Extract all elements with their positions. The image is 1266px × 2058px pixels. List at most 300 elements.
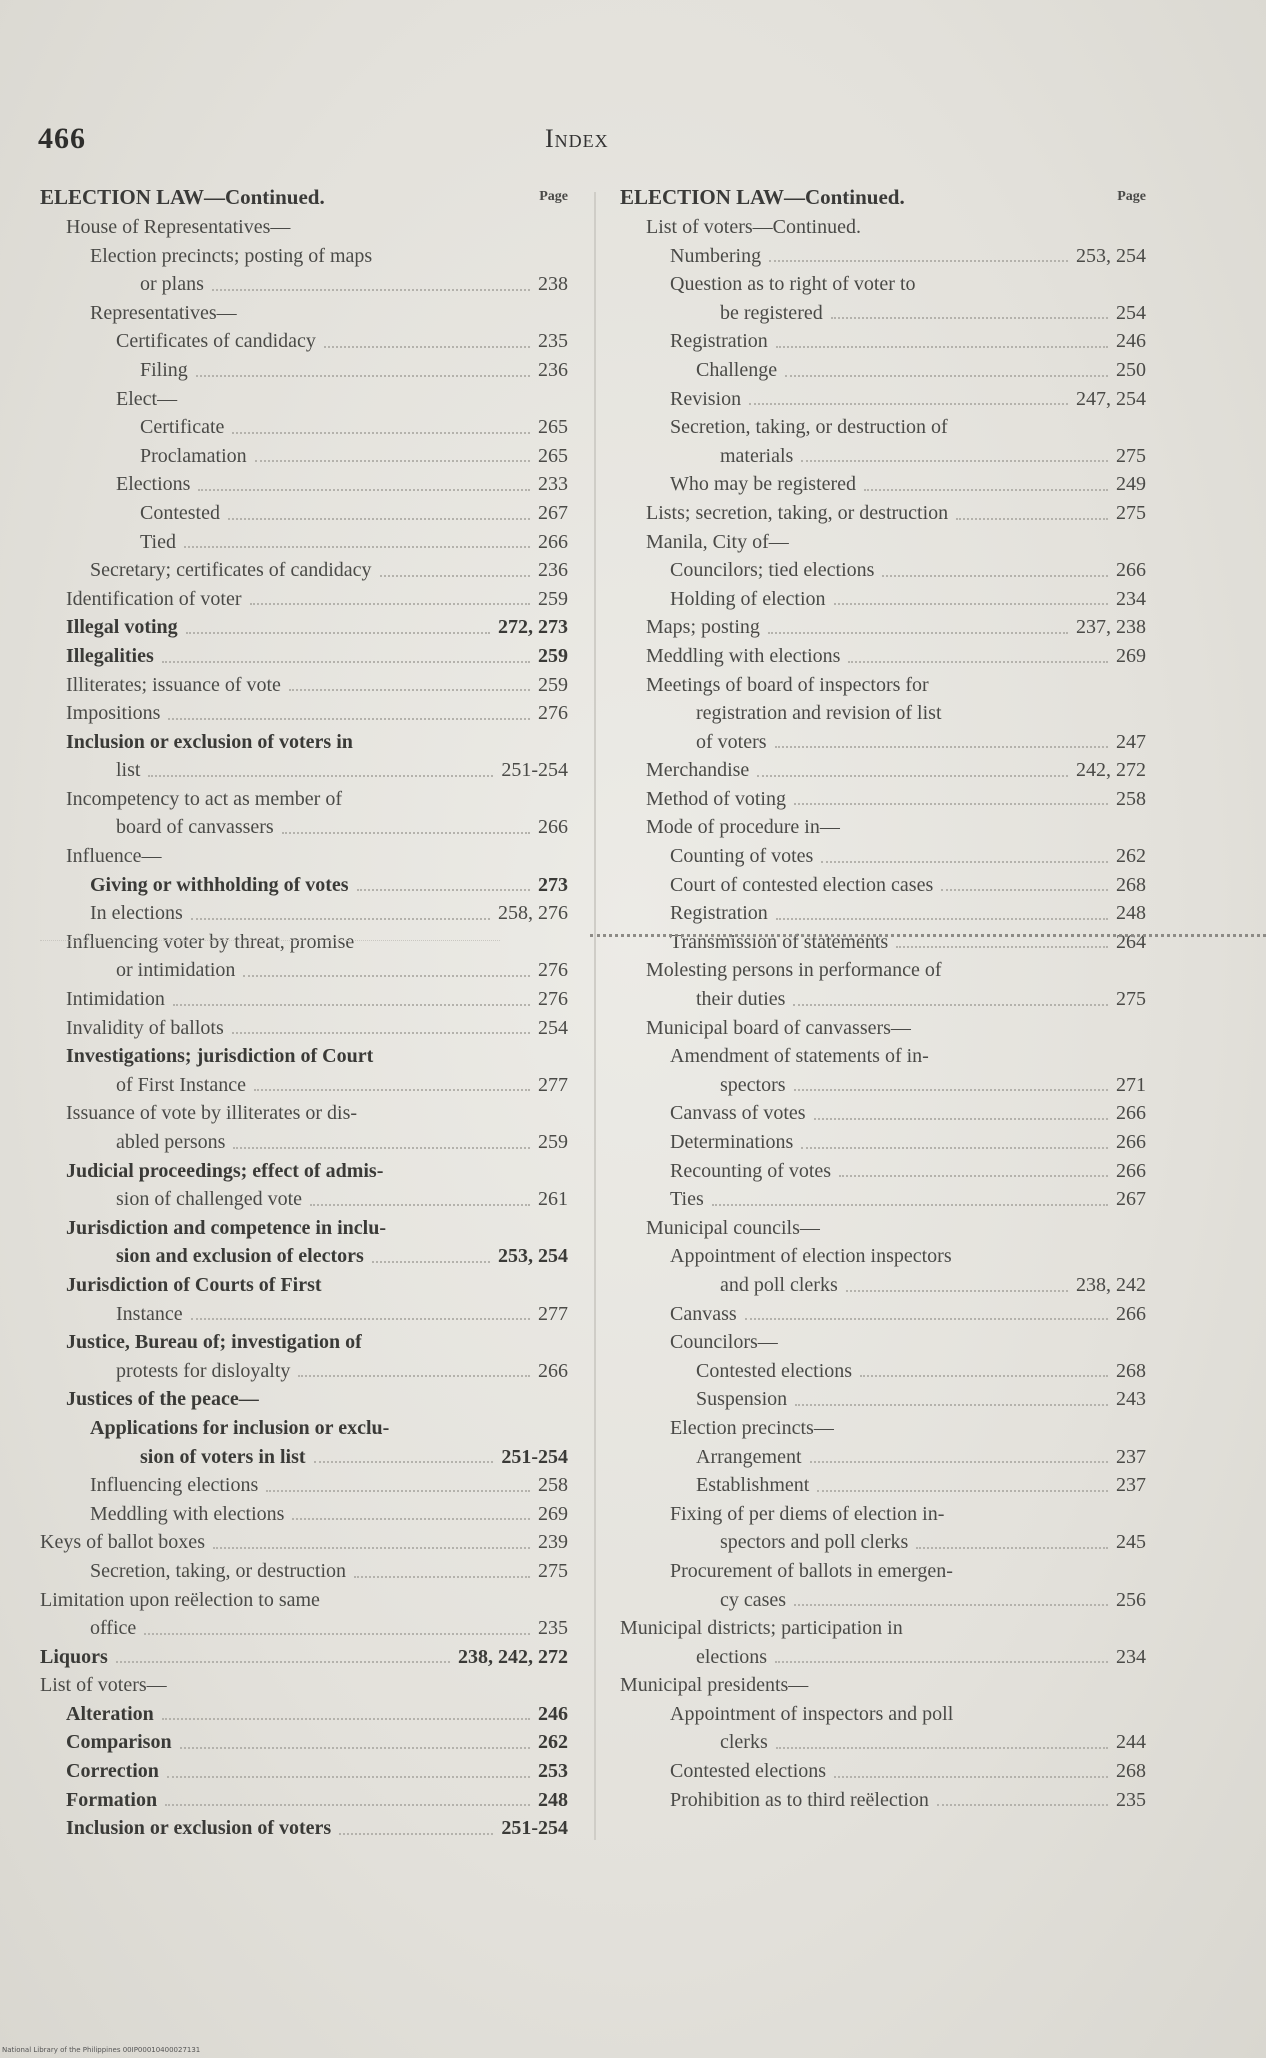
leader-dots: [745, 1318, 1108, 1320]
index-entry: [40, 671, 568, 700]
footer-credit: National Library of the Philippines 00IP00010400027131: [2, 2046, 201, 2054]
leader-dots: [785, 375, 1108, 377]
index-entry-term: Elect—: [116, 387, 178, 410]
index-entry: [620, 871, 1146, 900]
right-column-heading-row: [620, 185, 1146, 213]
index-entry-page: 235: [538, 330, 568, 353]
index-entry: [40, 213, 568, 242]
leader-dots: [848, 661, 1108, 663]
index-entry-term: abled persons: [116, 1131, 226, 1153]
index-entry: [620, 1242, 1146, 1271]
leader-dots: [831, 317, 1108, 319]
left-column-heading-row: [40, 185, 568, 213]
index-entry-page: 266: [538, 530, 568, 553]
index-entry-term: Canvass of votes: [670, 1102, 806, 1125]
right-column: [620, 185, 1146, 1814]
index-entry-term: elections: [696, 1645, 768, 1668]
index-entry-page: 267: [1116, 1188, 1146, 1211]
index-entry: [620, 1328, 1146, 1357]
left-entry-list: [40, 213, 568, 1843]
index-entry-term: Appointment of inspectors and poll: [670, 1702, 954, 1725]
index-entry-term: Municipal board of canvassers—: [646, 1016, 911, 1039]
index-entry: [620, 1614, 1146, 1643]
index-entry-term: Proclamation: [140, 444, 247, 467]
index-entry-term: of voters: [696, 730, 767, 753]
index-entry: [40, 1071, 568, 1100]
index-entry: [40, 899, 568, 928]
index-entry-term: materials: [720, 444, 794, 467]
index-entry: [40, 1357, 568, 1386]
index-entry: [40, 1643, 568, 1672]
index-entry-term: Filing: [140, 358, 188, 381]
index-entry-page: 271: [1116, 1073, 1146, 1096]
leader-dots: [941, 889, 1108, 891]
index-entry-term: Instance: [116, 1302, 183, 1325]
index-entry-page: 275: [538, 1559, 568, 1582]
index-entry: [40, 1214, 568, 1243]
index-entry-page: 237: [1116, 1474, 1146, 1497]
index-entry-term: In elections: [90, 902, 183, 925]
index-entry-page: 235: [1116, 1788, 1146, 1811]
index-entry-term: Jurisdiction of Courts of First: [66, 1273, 322, 1296]
index-entry-term: Alteration: [66, 1702, 154, 1725]
index-entry: [40, 1786, 568, 1815]
index-entry-page: 276: [538, 959, 568, 982]
perforation-line: [590, 934, 1266, 937]
leader-dots: [794, 803, 1108, 805]
index-entry-page: 275: [1116, 501, 1146, 524]
index-entry: [620, 385, 1146, 414]
leader-dots: [775, 746, 1108, 748]
index-entry-page: 236: [538, 559, 568, 582]
index-entry-page: 250: [1116, 358, 1146, 381]
leader-dots: [254, 1089, 530, 1091]
index-entry-page: 269: [1116, 644, 1146, 667]
index-entry-page: 275: [1116, 444, 1146, 467]
index-entry: [40, 1099, 568, 1128]
index-entry-term: Applications for inclusion or exclu-: [90, 1416, 390, 1439]
index-entry-page: 276: [538, 988, 568, 1011]
leader-dots: [266, 1490, 530, 1492]
leader-dots: [776, 918, 1108, 920]
leader-dots: [233, 1147, 530, 1149]
index-entry-term: Justices of the peace—: [66, 1388, 259, 1411]
index-entry: [620, 1557, 1146, 1586]
index-entry: [620, 585, 1146, 614]
index-entry: [40, 1128, 568, 1157]
index-entry-page: 245: [1116, 1531, 1146, 1554]
index-entry: [620, 1157, 1146, 1186]
leader-dots: [896, 946, 1108, 948]
index-entry: [40, 442, 568, 471]
leader-dots: [749, 403, 1068, 405]
index-entry: [40, 1671, 568, 1700]
right-entry-list: [620, 213, 1146, 1814]
index-entry: [40, 1557, 568, 1586]
index-entry-term: Councilors—: [670, 1331, 778, 1354]
index-entry: [620, 899, 1146, 928]
leader-dots: [357, 889, 530, 891]
leader-dots: [776, 1747, 1108, 1749]
index-entry-term: Influence—: [66, 845, 162, 868]
index-entry-term: Appointment of election inspectors: [670, 1245, 952, 1268]
index-entry: [40, 813, 568, 842]
index-entry-page: 259: [538, 1131, 568, 1153]
index-entry-term: of First Instance: [116, 1073, 246, 1096]
index-entry: [620, 442, 1146, 471]
index-entry-term: Suspension: [696, 1388, 788, 1411]
leader-dots: [191, 1318, 530, 1320]
index-entry-page: 268: [1116, 1359, 1146, 1382]
index-entry-term: cy cases: [720, 1588, 787, 1611]
index-entry: [620, 756, 1146, 785]
index-entry-page: 259: [538, 587, 568, 610]
leader-dots: [162, 1718, 530, 1720]
index-entry-term: clerks: [720, 1731, 768, 1754]
index-entry: [620, 413, 1146, 442]
index-entry: [620, 327, 1146, 356]
index-entry-page: 247, 254: [1076, 387, 1146, 410]
index-entry-term: Municipal councils—: [646, 1216, 820, 1239]
index-entry: [620, 613, 1146, 642]
index-entry-term: Justice, Bureau of; investigation of: [66, 1331, 362, 1354]
index-entry: [620, 1385, 1146, 1414]
index-entry-term: Court of contested election cases: [670, 873, 934, 896]
index-entry-term: Contested elections: [696, 1359, 853, 1382]
leader-dots: [310, 1204, 530, 1206]
index-entry: [40, 871, 568, 900]
index-entry-page: 269: [538, 1502, 568, 1525]
leader-dots: [380, 575, 530, 577]
index-entry-page: 253, 254: [498, 1245, 568, 1268]
index-entry-term: Contested: [140, 501, 220, 524]
index-entry-page: 266: [1116, 1131, 1146, 1153]
index-entry: [620, 813, 1146, 842]
index-entry-term: Secretion, taking, or destruction: [90, 1559, 347, 1582]
index-entry-term: Correction: [66, 1760, 159, 1783]
leader-dots: [776, 346, 1108, 348]
index-entry-term: and poll clerks: [720, 1273, 838, 1296]
leader-dots: [232, 1032, 530, 1034]
index-entry-term: Lists; secretion, taking, or destruction: [646, 501, 949, 524]
index-entry: [40, 499, 568, 528]
index-entry-term: Investigations; jurisdiction of Court: [66, 1045, 374, 1068]
index-entry: [40, 356, 568, 385]
left-column: [40, 185, 568, 1843]
index-entry: [620, 1414, 1146, 1443]
leader-dots: [184, 546, 530, 548]
index-entry: [620, 842, 1146, 871]
index-entry: [40, 928, 568, 957]
index-entry-term: Intimidation: [66, 988, 165, 1011]
index-entry: [40, 327, 568, 356]
index-entry-term: Determinations: [670, 1131, 794, 1153]
index-entry-page: 238, 242: [1076, 1273, 1146, 1296]
index-entry: [620, 1586, 1146, 1615]
index-entry-term: Illegal voting: [66, 616, 178, 639]
leader-dots: [769, 260, 1068, 262]
page-number: 466: [38, 122, 86, 155]
index-entry-term: spectors: [720, 1073, 786, 1096]
index-entry-term: Meddling with elections: [646, 644, 841, 667]
index-entry-term: office: [90, 1617, 137, 1640]
index-entry-page: 249: [1116, 473, 1146, 496]
index-entry-page: 246: [1116, 330, 1146, 353]
index-entry-term: Limitation upon reëlection to same: [40, 1588, 320, 1611]
index-entry: [620, 213, 1146, 242]
index-entry-term: Certificates of candidacy: [116, 330, 316, 353]
index-entry-term: Incompetency to act as member of: [66, 787, 342, 810]
index-entry-term: Identification of voter: [66, 587, 242, 610]
index-entry-term: sion of voters in list: [140, 1445, 306, 1468]
index-entry: [40, 1528, 568, 1557]
index-entry: [40, 385, 568, 414]
index-entry-page: 266: [1116, 1159, 1146, 1182]
leader-dots: [354, 1576, 530, 1578]
index-entry-term: Maps; posting: [646, 616, 760, 639]
index-entry-term: Meddling with elections: [90, 1502, 285, 1525]
index-entry-term: Amendment of statements of in-: [670, 1045, 929, 1068]
index-entry-page: 266: [1116, 1302, 1146, 1325]
index-entry: [620, 299, 1146, 328]
index-entry-term: sion of challenged vote: [116, 1188, 303, 1211]
index-entry: [620, 1443, 1146, 1472]
index-entry-term: Question as to right of voter to: [670, 273, 916, 296]
index-entry-page: 275: [1116, 988, 1146, 1011]
index-entry-term: Mode of procedure in—: [646, 816, 840, 839]
index-entry-page: 258: [538, 1474, 568, 1497]
index-entry: [40, 956, 568, 985]
index-entry-page: 244: [1116, 1731, 1146, 1754]
index-entry: [40, 1700, 568, 1729]
index-entry-term: Secretary; certificates of candidacy: [90, 559, 372, 582]
index-entry: [40, 1614, 568, 1643]
leader-dots: [768, 632, 1068, 634]
index-entry-term: Influencing voter by threat, promise: [66, 930, 355, 953]
index-entry-term: Fixing of per diems of election in-: [670, 1502, 945, 1525]
index-entry: [620, 1099, 1146, 1128]
index-entry: [40, 1471, 568, 1500]
index-entry: [40, 1185, 568, 1214]
leader-dots: [339, 1833, 493, 1835]
index-entry: [620, 699, 1146, 728]
leader-dots: [250, 603, 531, 605]
index-entry-term: Ties: [670, 1188, 704, 1211]
index-entry-page: 243: [1116, 1388, 1146, 1411]
index-entry-page: 277: [538, 1073, 568, 1096]
index-entry-term: List of voters—Continued.: [646, 216, 861, 238]
index-entry: [620, 1671, 1146, 1700]
leader-dots: [168, 718, 530, 720]
leader-dots: [712, 1204, 1108, 1206]
index-entry: [620, 1471, 1146, 1500]
leader-dots: [757, 775, 1068, 777]
index-entry-page: 266: [1116, 1102, 1146, 1125]
index-entry-page: 253, 254: [1076, 244, 1146, 267]
index-entry-term: Manila, City of—: [646, 530, 789, 553]
index-entry-page: 272, 273: [498, 616, 568, 639]
index-entry: [40, 242, 568, 271]
index-entry-term: Arrangement: [696, 1445, 802, 1468]
index-entry-term: Inclusion or exclusion of voters in: [66, 730, 353, 753]
index-entry: [40, 1500, 568, 1529]
index-entry: [620, 1271, 1146, 1300]
index-entry-page: 234: [1116, 587, 1146, 610]
index-entry: [620, 499, 1146, 528]
index-entry: [620, 1757, 1146, 1786]
index-entry-term: or intimidation: [116, 959, 236, 982]
index-entry: [620, 1528, 1146, 1557]
index-entry: [620, 1357, 1146, 1386]
index-entry: [40, 1271, 568, 1300]
index-entry-term: spectors and poll clerks: [720, 1531, 909, 1554]
index-entry-term: Registration: [670, 902, 768, 925]
leader-dots: [167, 1776, 530, 1778]
index-entry-term: Secretion, taking, or destruction of: [670, 416, 948, 439]
right-column-heading: ELECTION LAW—Continued.: [620, 185, 905, 209]
index-entry-page: 238: [538, 273, 568, 296]
index-entry-term: board of canvassers: [116, 816, 274, 839]
index-entry-page: 262: [538, 1731, 568, 1754]
leader-dots: [292, 1518, 530, 1520]
index-entry: [40, 985, 568, 1014]
leader-dots: [801, 460, 1108, 462]
index-entry-page: 237, 238: [1076, 616, 1146, 639]
leader-dots: [794, 1604, 1108, 1606]
leader-dots: [810, 1461, 1108, 1463]
index-entry-term: Registration: [670, 330, 768, 353]
index-entry-page: 239: [538, 1531, 568, 1554]
index-entry-term: registration and revision of list: [696, 702, 942, 725]
index-entry-page: 256: [1116, 1588, 1146, 1611]
leader-dots: [956, 518, 1108, 520]
index-entry: [40, 756, 568, 785]
index-entry: [620, 470, 1146, 499]
index-entry-page: 251-254: [501, 1445, 568, 1468]
leader-dots: [839, 1175, 1108, 1177]
leader-dots: [144, 1633, 530, 1635]
leader-dots: [198, 489, 530, 491]
index-entry-page: 267: [538, 501, 568, 524]
running-title: Index: [545, 124, 609, 153]
leader-dots: [165, 1804, 530, 1806]
index-entry-page: 251-254: [501, 759, 568, 782]
index-entry: [620, 1500, 1146, 1529]
index-entry: [40, 1385, 568, 1414]
leader-dots: [289, 689, 530, 691]
index-entry-term: Who may be registered: [670, 473, 857, 496]
index-entry-term: Contested elections: [670, 1760, 827, 1783]
left-column-page-label: Page: [539, 189, 568, 204]
index-entry: [620, 1042, 1146, 1071]
index-entry-page: 253: [538, 1760, 568, 1783]
index-entry: [620, 1643, 1146, 1672]
leader-dots: [793, 1004, 1108, 1006]
index-entry: [40, 528, 568, 557]
index-entry-page: 265: [538, 444, 568, 467]
index-entry: [40, 1328, 568, 1357]
index-entry: [40, 556, 568, 585]
index-entry-term: Representatives—: [90, 301, 237, 324]
index-entry-page: 266: [538, 816, 568, 839]
index-entry: [40, 1242, 568, 1271]
index-entry-page: 262: [1116, 845, 1146, 868]
index-entry-page: 273: [538, 873, 568, 896]
index-entry-page: 266: [538, 1359, 568, 1382]
index-entry-page: 259: [538, 644, 568, 667]
index-entry: [40, 1443, 568, 1472]
index-entry-term: Issuance of vote by illiterates or dis-: [66, 1102, 358, 1125]
index-entry-term: Illiterates; issuance of vote: [66, 673, 281, 696]
index-entry: [620, 1728, 1146, 1757]
leader-dots: [834, 1776, 1108, 1778]
leader-dots: [794, 1089, 1108, 1091]
index-entry-term: be registered: [720, 301, 823, 324]
index-entry: [40, 1157, 568, 1186]
leader-dots: [795, 1404, 1108, 1406]
index-entry-term: Keys of ballot boxes: [40, 1531, 205, 1554]
index-entry-term: Comparison: [66, 1731, 172, 1754]
leader-dots: [801, 1147, 1108, 1149]
index-entry-term: Invalidity of ballots: [66, 1016, 224, 1039]
index-entry-term: list: [116, 759, 141, 782]
index-entry-term: House of Representatives—: [66, 216, 291, 238]
index-entry-term: Revision: [670, 387, 742, 410]
index-entry: [40, 642, 568, 671]
index-entry-page: 268: [1116, 1760, 1146, 1783]
index-entry: [620, 785, 1146, 814]
index-entry-term: Recounting of votes: [670, 1159, 832, 1182]
perforation-line-faint: [40, 940, 500, 941]
index-entry-page: 266: [1116, 559, 1146, 582]
leader-dots: [243, 975, 530, 977]
index-entry: [620, 556, 1146, 585]
leader-dots: [864, 489, 1108, 491]
index-entry: [620, 728, 1146, 757]
index-entry: [40, 1300, 568, 1329]
index-entry-term: Canvass: [670, 1302, 737, 1325]
leader-dots: [228, 518, 530, 520]
index-entry-term: Counting of votes: [670, 845, 814, 868]
index-entry: [40, 1814, 568, 1843]
leader-dots: [846, 1290, 1068, 1292]
index-entry-page: 261: [538, 1188, 568, 1211]
leader-dots: [282, 832, 530, 834]
index-entry-page: 247: [1116, 730, 1146, 753]
index-entry: [40, 413, 568, 442]
index-entry: [620, 1700, 1146, 1729]
index-entry: [40, 1757, 568, 1786]
index-entry-page: 246: [538, 1702, 568, 1725]
index-entry-term: protests for disloyalty: [116, 1359, 291, 1382]
index-entry: [40, 699, 568, 728]
index-entry-term: List of voters—: [40, 1674, 167, 1697]
index-entry-page: 234: [1116, 1645, 1146, 1668]
leader-dots: [191, 918, 490, 920]
leader-dots: [860, 1375, 1108, 1377]
index-entry-term: Judicial proceedings; effect of admis-: [66, 1159, 384, 1182]
index-entry: [40, 1414, 568, 1443]
leader-dots: [232, 432, 530, 434]
leader-dots: [212, 289, 530, 291]
index-entry-term: or plans: [140, 273, 204, 296]
index-entry: [40, 299, 568, 328]
index-entry-term: Election precincts—: [670, 1416, 834, 1439]
index-entry-term: Transmission of statements: [670, 930, 889, 953]
leader-dots: [882, 575, 1108, 577]
index-entry-term: Procurement of ballots in emergen-: [670, 1559, 953, 1582]
index-entry: [620, 985, 1146, 1014]
